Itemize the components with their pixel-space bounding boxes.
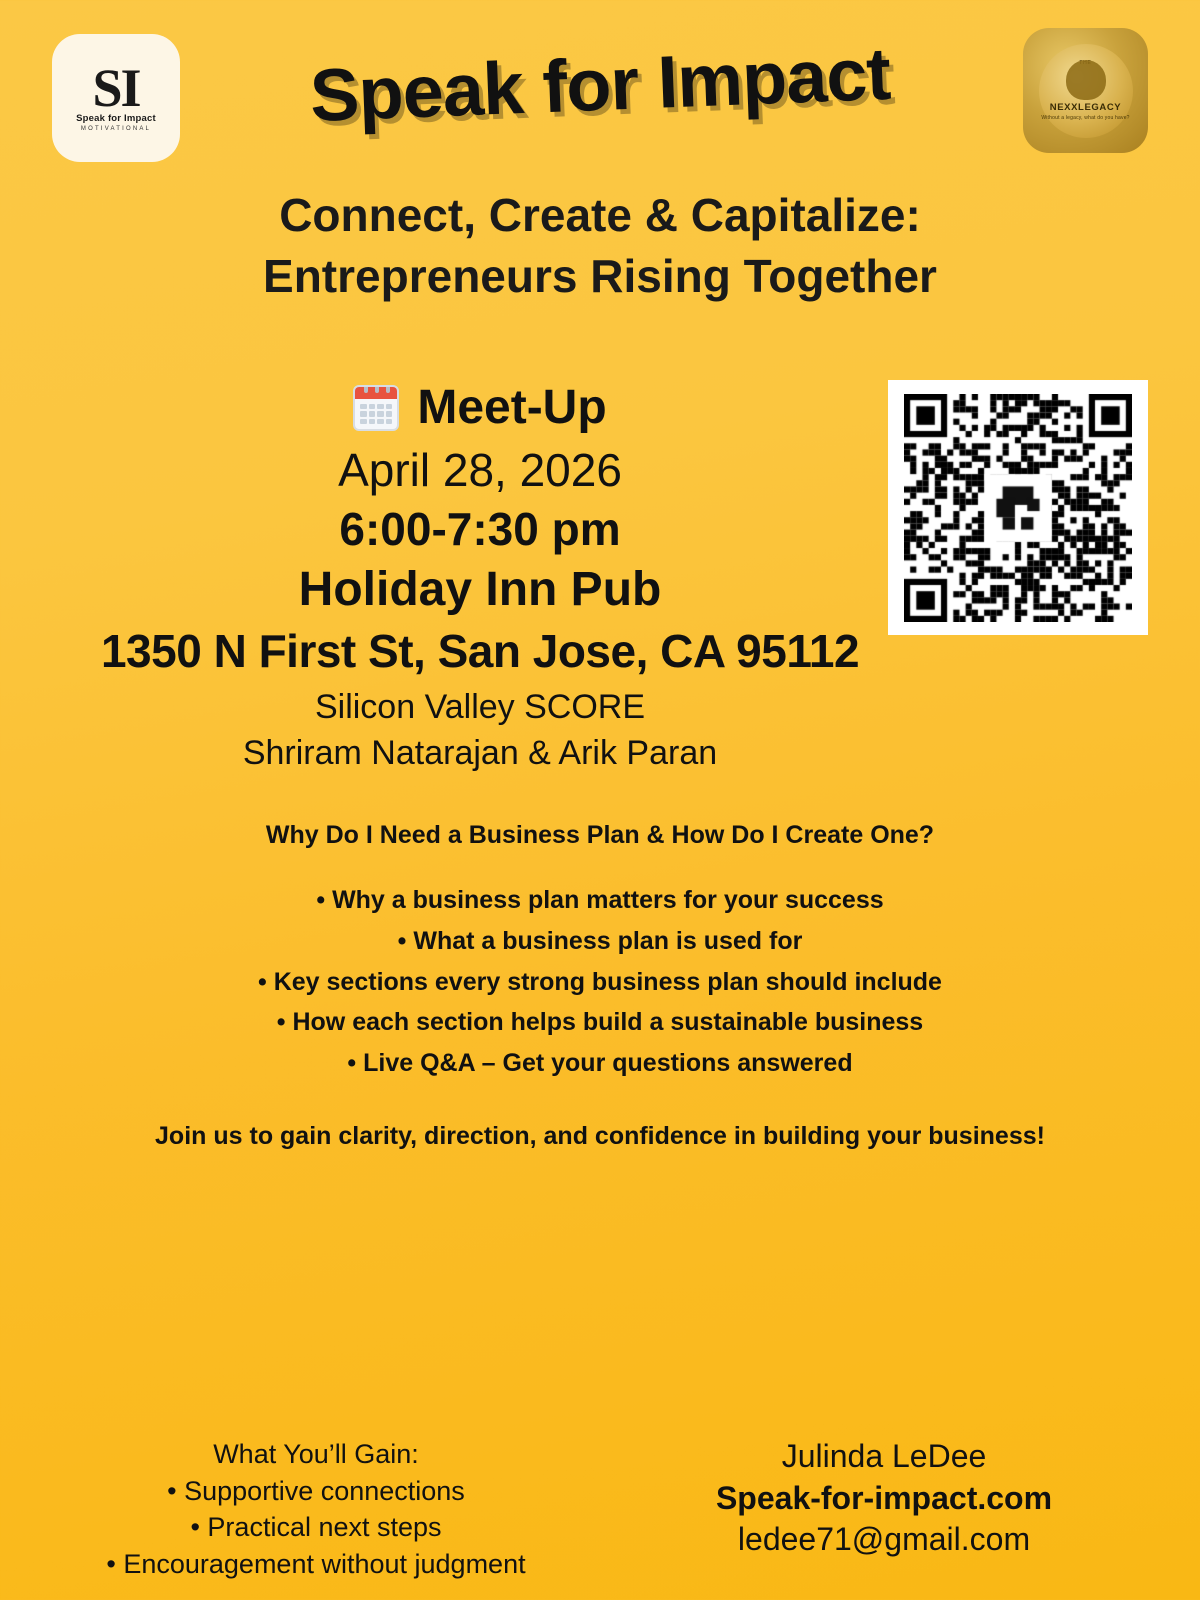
join-note: Join us to gain clarity, direction, and confidence in building your business! bbox=[155, 1121, 1045, 1150]
nexxlegacy-brand: NEXXLEGACY bbox=[1049, 102, 1122, 113]
bullet-item: • Why a business plan matters for your success bbox=[90, 880, 1110, 921]
contact-name: Julinda LeDee bbox=[781, 1438, 987, 1475]
flyer-header bbox=[0, 0, 1200, 175]
contact-website[interactable]: Speak-for-impact.com bbox=[715, 1479, 1053, 1516]
nexxlegacy-logo bbox=[1023, 28, 1148, 153]
page-title: Speak for Impact bbox=[308, 31, 892, 138]
event-time: 6:00-7:30 pm bbox=[339, 503, 621, 556]
what-you-gain-block bbox=[56, 1436, 576, 1582]
flyer-body bbox=[0, 821, 1200, 1154]
logo-name: Speak for Impact bbox=[76, 113, 156, 125]
contact-email[interactable]: ledee71@gmail.com bbox=[737, 1521, 1031, 1558]
calendar-icon bbox=[353, 385, 399, 431]
event-details bbox=[50, 380, 910, 777]
flyer-subtitle bbox=[0, 185, 1200, 306]
bullet-item: • Key sections every strong business plan should include bbox=[90, 962, 1110, 1003]
flyer-footer bbox=[0, 1436, 1200, 1582]
subtitle-line-1: Connect, Create & Capitalize: bbox=[279, 189, 921, 241]
event-organization: Silicon Valley SCORE bbox=[314, 688, 646, 727]
benefits-bullet-list bbox=[90, 880, 1110, 1084]
head-profile-icon bbox=[1066, 60, 1106, 100]
qr-code[interactable] bbox=[888, 380, 1148, 635]
qr-code-image bbox=[904, 394, 1132, 622]
logo-monogram-text: SI bbox=[92, 57, 140, 118]
event-type-row bbox=[50, 380, 910, 435]
what-you-gain-title: What You’ll Gain: bbox=[213, 1439, 419, 1470]
event-venue: Holiday Inn Pub bbox=[298, 563, 662, 617]
contact-block bbox=[624, 1436, 1144, 1582]
subtitle-line-2: Entrepreneurs Rising Together bbox=[263, 249, 937, 302]
event-date: April 28, 2026 bbox=[338, 444, 622, 497]
logo-tagline: MOTIVATIONAL bbox=[80, 126, 152, 133]
bullet-item: • What a business plan is used for bbox=[90, 921, 1110, 962]
bullet-item: • How each section helps build a sustainable business bbox=[90, 1002, 1110, 1043]
bullet-item: • Live Q&A – Get your questions answered bbox=[90, 1043, 1110, 1084]
event-address: 1350 N First St, San Jose, CA 95112 bbox=[100, 624, 860, 677]
gain-item: • Supportive connections bbox=[167, 1475, 465, 1506]
gain-item: • Encouragement without judgment bbox=[106, 1548, 526, 1579]
nexxlegacy-tagline: Without a legacy, what do you have? bbox=[1041, 115, 1130, 121]
topic-question: Why Do I Need a Business Plan & How Do I Create One? bbox=[265, 821, 935, 850]
event-speakers: Shriram Natarajan & Arik Paran bbox=[242, 734, 718, 773]
event-section bbox=[0, 380, 1200, 777]
gain-item: • Practical next steps bbox=[190, 1512, 442, 1543]
what-you-gain-items bbox=[56, 1473, 576, 1582]
event-type-label: Meet-Up bbox=[417, 381, 607, 435]
